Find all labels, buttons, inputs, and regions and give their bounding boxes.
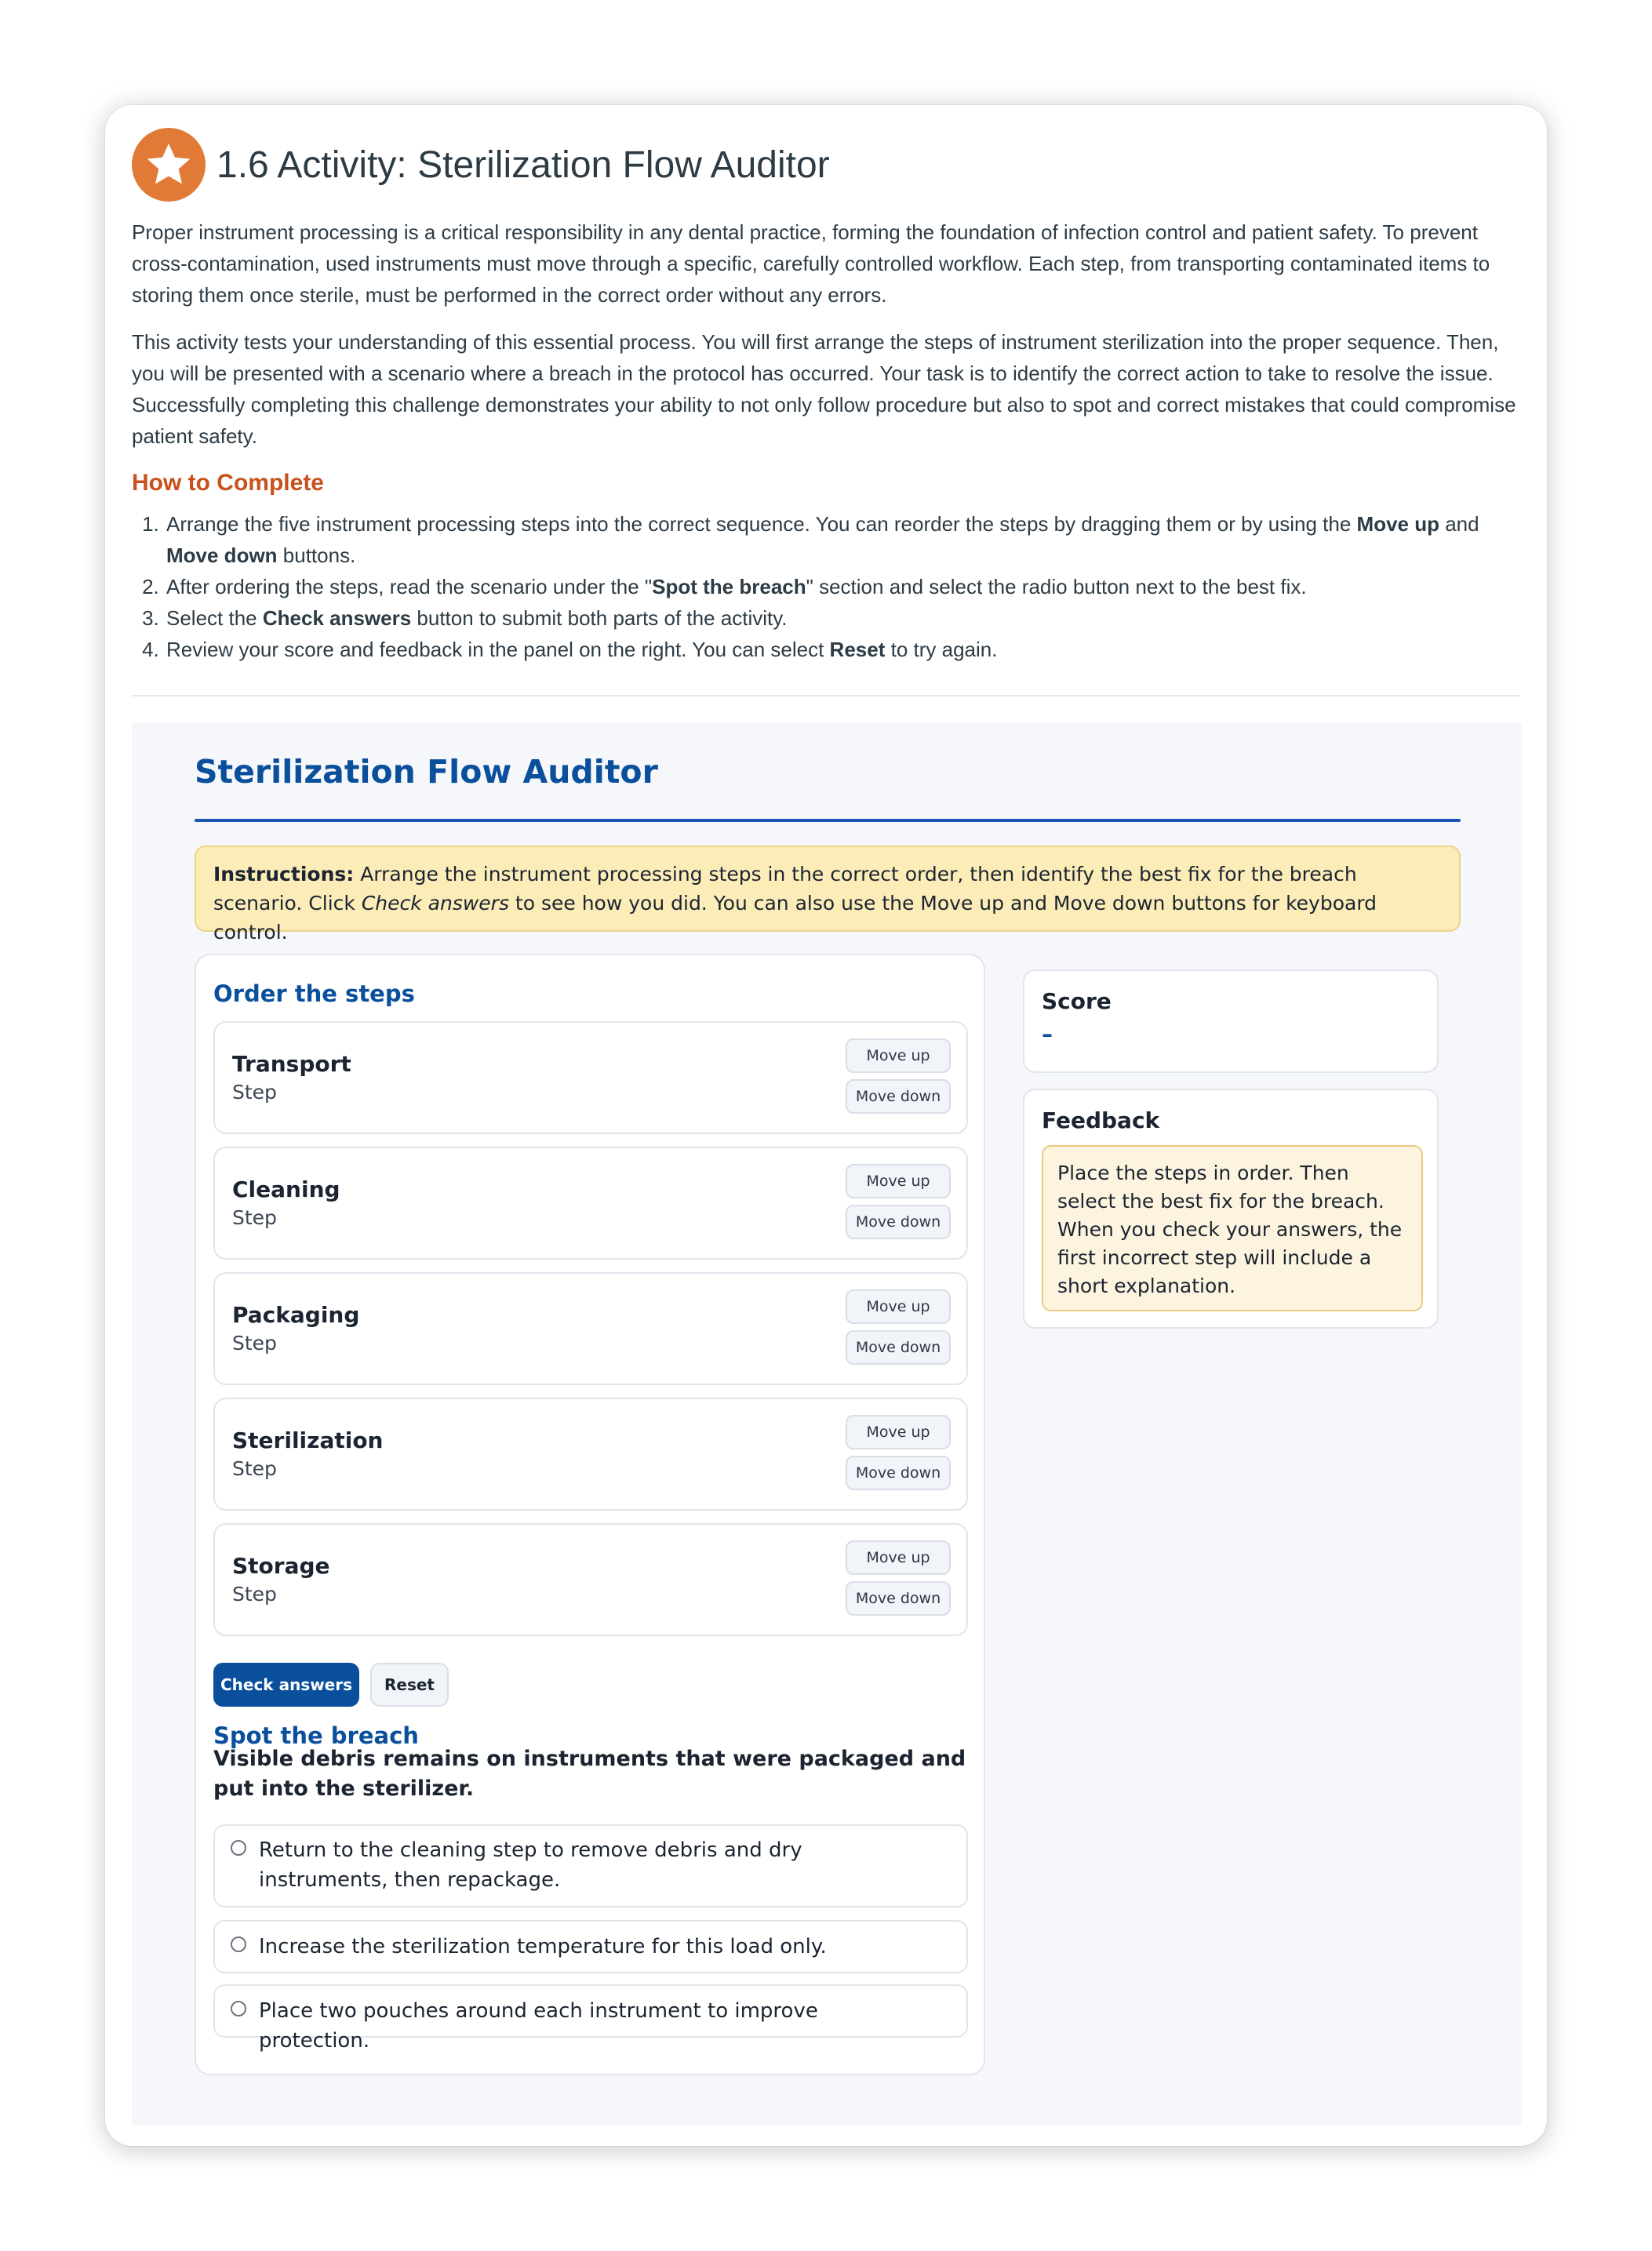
radio-button[interactable] — [231, 2001, 246, 2016]
spot-breach-heading: Spot the breach — [213, 1722, 419, 1749]
move-up-button[interactable]: Move up — [846, 1038, 951, 1073]
divider — [132, 695, 1520, 696]
step-card-cleaning[interactable] — [213, 1147, 968, 1260]
step-card-sterilization[interactable] — [213, 1398, 968, 1511]
breach-option-2[interactable] — [213, 1920, 968, 1973]
intro-paragraph-1: Proper instrument processing is a critical responsibility in any dental practice, forming the foundation of infection control and patient safety. To prevent cross-contamination, used instruments must move through a specific, carefully controlled workflow. Each step, from transporting contaminated items to storing them once sterile, must be performed in the correct order without any errors. — [132, 220, 1490, 307]
step-sub: Step — [232, 1332, 277, 1355]
step-card-transport[interactable] — [213, 1021, 968, 1134]
move-up-button[interactable]: Move up — [846, 1540, 951, 1575]
step-name: Storage — [232, 1553, 330, 1579]
option-label: Increase the sterilization temperature for this load only. — [259, 1935, 827, 1958]
step-sub: Step — [232, 1583, 277, 1606]
instructions-callout: Instructions: Arrange the instrument processing steps in the correct order, then identify the best fix for the breach scenario. Click Check answers to see how you did. You can also use the Move up and Move down buttons for keyboard control. — [195, 845, 1461, 932]
activity-card — [105, 105, 1547, 2146]
radio-button[interactable] — [231, 1840, 246, 1856]
auditor-app — [132, 723, 1522, 2126]
app-title: Sterilization Flow Auditor — [195, 753, 658, 791]
how-step-1: 1. Arrange the five instrument processing steps into the correct sequence. You can reorder the steps by dragging them or by using the Move up and Move down buttons. — [165, 508, 1520, 571]
feedback-message: Place the steps in order. Then select the best fix for the breach. When you check your answers, the first incorrect step will include a short explanation. — [1042, 1145, 1423, 1311]
how-step-4: 4. Review your score and feedback in the panel on the right. You can select Reset to try again. — [165, 634, 1520, 665]
move-up-button[interactable]: Move up — [846, 1164, 951, 1198]
move-down-button[interactable]: Move down — [846, 1456, 951, 1490]
step-name: Cleaning — [232, 1176, 340, 1202]
breach-option-3[interactable] — [213, 1984, 968, 2053]
order-steps-heading: Order the steps — [213, 980, 415, 1007]
how-to-complete-heading: How to Complete — [132, 470, 324, 496]
how-to-complete-list — [165, 508, 1520, 665]
feedback-label: Feedback — [1042, 1107, 1160, 1133]
move-up-button[interactable]: Move up — [846, 1415, 951, 1449]
intro-section — [132, 216, 1520, 665]
option-label: Place two pouches around each instrument to improve protection. — [259, 1999, 818, 2053]
step-sub: Step — [232, 1457, 277, 1480]
step-card-storage[interactable] — [213, 1523, 968, 1636]
page-title: 1.6 Activity: Sterilization Flow Auditor — [217, 144, 830, 186]
title-rule — [195, 819, 1461, 822]
how-step-2: 2. After ordering the steps, read the scenario under the "Spot the breach" section and select the radio button next to the best fix. — [165, 571, 1520, 602]
feedback-panel — [1023, 1089, 1439, 1329]
radio-button[interactable] — [231, 1936, 246, 1952]
activity-panel — [195, 954, 985, 2075]
check-answers-button[interactable]: Check answers — [213, 1663, 359, 1707]
move-down-button[interactable]: Move down — [846, 1079, 951, 1114]
step-name: Sterilization — [232, 1427, 384, 1453]
move-down-button[interactable]: Move down — [846, 1205, 951, 1239]
option-label: Return to the cleaning step to remove debris and dry instruments, then repackage. — [259, 1838, 802, 1892]
intro-paragraph-2: This activity tests your understanding of this essential process. You will first arrange the steps of instrument sterilization into the proper sequence. Then, you will be presented with a scenario where a breach in the protocol has occurred. Your task is to identify the correct action to take to resolve the issue. Successfully completing this challenge demonstrates your ability to not only follow procedure but also to spot and correct mistakes that could compromise patient safety. — [132, 330, 1516, 448]
move-up-button[interactable]: Move up — [846, 1289, 951, 1324]
star-icon — [132, 128, 206, 202]
breach-option-1[interactable] — [213, 1824, 968, 1907]
how-step-3: 3. Select the Check answers button to submit both parts of the activity. — [165, 602, 1520, 634]
title-row — [132, 127, 830, 202]
breach-scenario: Visible debris remains on instruments that were packaged and put into the sterilizer. — [213, 1747, 966, 1801]
score-label: Score — [1042, 988, 1112, 1014]
step-sub: Step — [232, 1081, 277, 1104]
score-value: – — [1042, 1021, 1053, 1047]
step-name: Transport — [232, 1051, 351, 1077]
step-name: Packaging — [232, 1302, 360, 1328]
move-down-button[interactable]: Move down — [846, 1330, 951, 1365]
step-sub: Step — [232, 1206, 277, 1229]
step-card-packaging[interactable] — [213, 1272, 968, 1385]
move-down-button[interactable]: Move down — [846, 1581, 951, 1616]
score-panel — [1023, 969, 1439, 1073]
reset-button[interactable]: Reset — [370, 1663, 449, 1707]
